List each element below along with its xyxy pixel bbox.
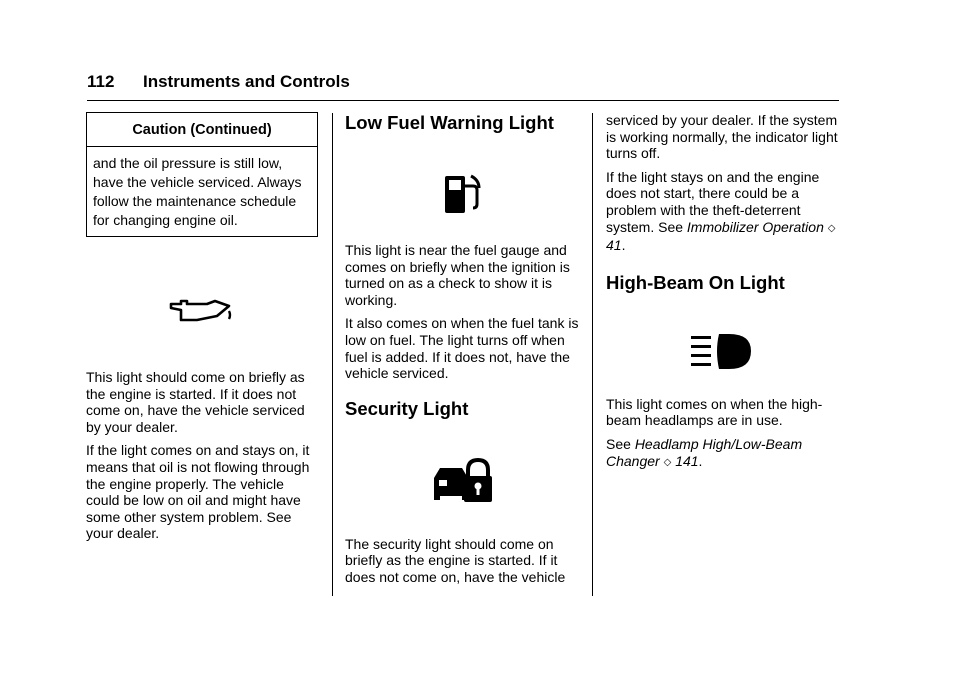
fuel-paragraph-2: It also comes on when the fuel tank is low on fuel. The light turns off when fuel is added. If it does not, have the vehicle serviced. <box>345 315 579 382</box>
caution-line: follow the maintenance schedule <box>93 193 297 209</box>
headlamp-changer-link[interactable]: Headlamp High/Low-Beam Changer <box>606 435 803 469</box>
immobilizer-link[interactable]: Immobilizer Operation <box>686 218 824 235</box>
high-beam-heading: High-Beam On Light <box>606 271 785 293</box>
caution-box <box>86 112 318 237</box>
column-1 <box>86 112 318 549</box>
section-title: Instruments and Controls <box>143 72 350 91</box>
paragraph-text: . <box>698 452 703 469</box>
oil-pressure-icon <box>86 297 318 327</box>
column-divider-left <box>332 113 333 596</box>
low-fuel-heading: Low Fuel Warning Light <box>345 112 554 133</box>
continued-paragraph-1: serviced by your dealer. If the system is working normally, the indicator light turns off. <box>606 112 838 162</box>
paragraph-text: . <box>621 237 626 254</box>
caution-line: for changing engine oil. <box>93 212 238 228</box>
paragraph-text: If the light stays on and the engine does not start, there could be a problem with the theft-deterrent system. See <box>606 168 820 235</box>
page-reference[interactable]: 41 <box>606 237 622 254</box>
high-beam-paragraph-1: This light comes on when the high-beam headlamps are in use. <box>606 395 823 429</box>
high-beam-icon <box>606 332 838 372</box>
page-reference[interactable]: 141 <box>675 452 699 469</box>
column-3 <box>606 112 838 478</box>
page-reference-icon: ◇ <box>663 456 672 468</box>
caution-line: and the oil pressure is still low, <box>93 155 283 171</box>
page-reference-icon: ◇ <box>827 222 836 234</box>
oil-paragraph-1: This light should come on briefly as the engine is started. If it does not come on, have the vehicle serviced by your dealer. <box>86 369 305 435</box>
fuel-paragraph-1: This light is near the fuel gauge and comes on briefly when the ignition is turned on as a check to show it is working. <box>345 242 570 308</box>
page-number: 112 <box>87 72 115 91</box>
security-heading: Security Light <box>345 397 469 419</box>
page-header <box>87 70 839 101</box>
high-beam-paragraph-2 <box>606 436 838 471</box>
security-lock-car-icon <box>345 456 580 506</box>
paragraph-text: See <box>606 435 635 452</box>
column-2 <box>345 112 580 593</box>
continued-paragraph-2 <box>606 169 838 254</box>
oil-paragraph-2: If the light comes on and stays on, it means that oil is not flowing through the engine properly. The vehicle could be low on oil and might have some other system problem. See your dealer. <box>86 442 310 542</box>
fuel-pump-icon <box>345 170 580 218</box>
caution-title: Caution (Continued) <box>87 113 317 147</box>
caution-line: have the vehicle serviced. Always <box>93 174 302 190</box>
caution-body <box>87 147 317 236</box>
security-paragraph-1: The security light should come on briefly as the engine is started. If it does not come on, have the vehicle <box>345 535 566 585</box>
column-divider-right <box>592 113 593 596</box>
